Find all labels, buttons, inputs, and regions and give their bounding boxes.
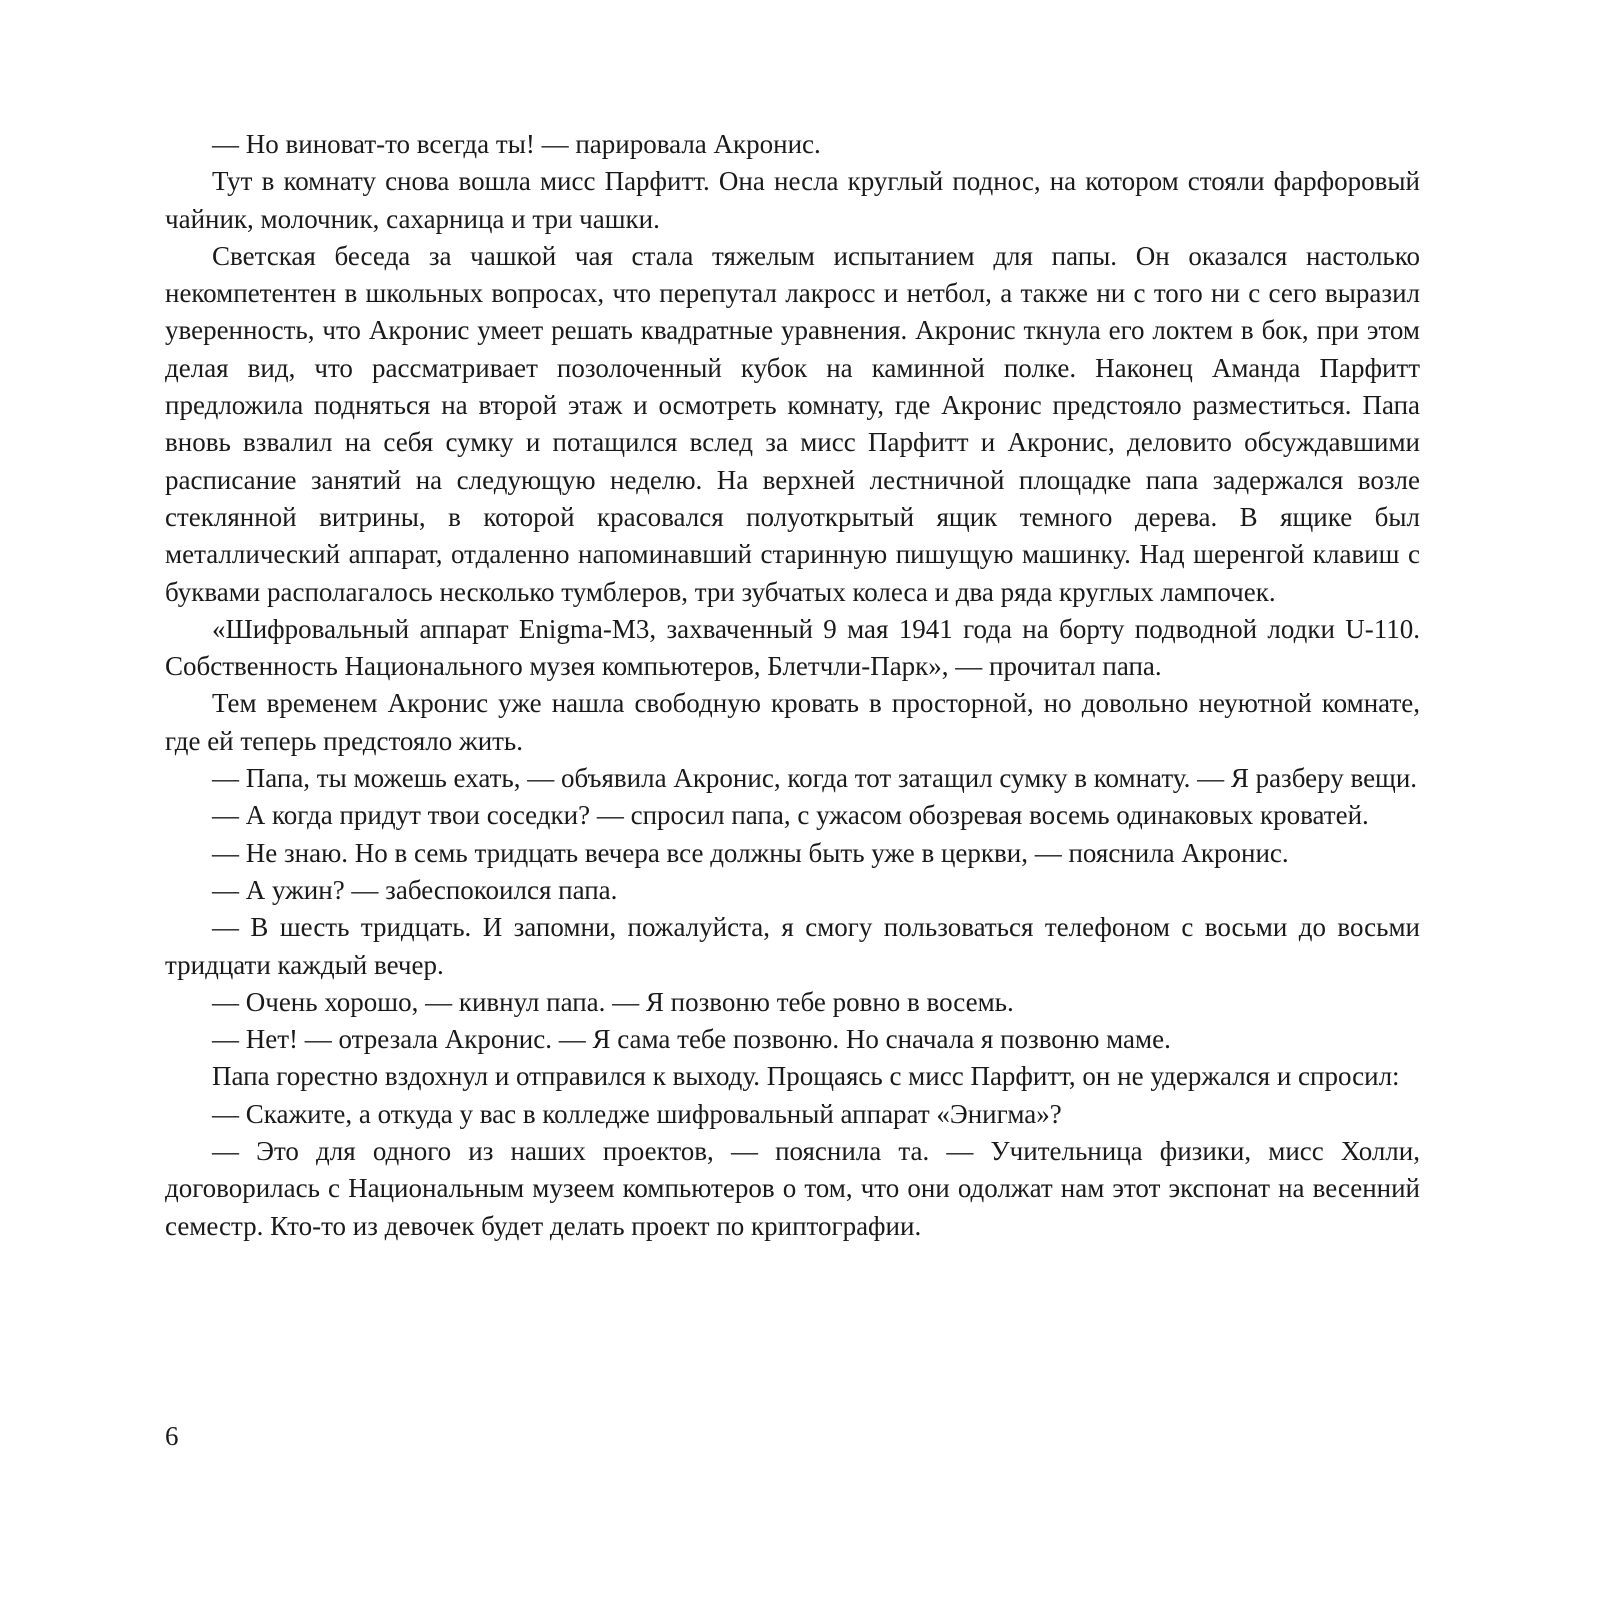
page-number: 6 — [165, 1421, 179, 1451]
paragraph: — Нет! — отрезала Акронис. — Я сама тебе позвоню. Но сначала я позвоню маме. — [212, 1024, 1171, 1055]
paragraph: Папа горестно вздохнул и отправился к выходу. Прощаясь с мисс Парфитт, он не удержался и спросил: — [212, 1061, 1400, 1092]
body-text — [165, 126, 1420, 1245]
paragraph: Тут в комнату снова вошла мисс Парфитт. Она несла круглый поднос, на котором стояли фарфоровый чайник, молочник, сахарница и три чашки. — [165, 166, 1420, 234]
paragraph: — Не знаю. Но в семь тридцать вечера все должны быть уже в церкви, — пояснила Акронис. — [212, 837, 1289, 868]
paragraph: — В шесть тридцать. И запомни, пожалуйста, я смогу пользоваться телефоном с восьми до восьми тридцати каждый вечер. — [165, 912, 1420, 980]
paragraph: — Очень хорошо, — кивнул папа. — Я позвоню тебе ровно в восемь. — [212, 986, 1014, 1017]
paragraph: — Но виноват-то всегда ты! — парировала Акронис. — [212, 129, 821, 159]
paragraph: — А ужин? — забеспокоился папа. — [212, 874, 618, 905]
paragraph: Тем временем Акронис уже нашла свободную кровать в просторной, но довольно неуютной комнате, где ей теперь предстояло жить. — [165, 688, 1420, 756]
paragraph: — Папа, ты можешь ехать, — объявила Акронис, когда тот затащил сумку в комнату. — Я разберу вещи. — [212, 763, 1418, 794]
paragraph: Светская беседа за чашкой чая стала тяжелым испытанием для папы. Он оказался настолько некомпетентен в школьных вопросах, что перепутал лакросс и нетбол, а также ни с того ни с сего выразил уверенность, что Акронис умеет решать квадратные уравнения. Акронис ткнула его локтем в бок, при этом делая вид, что рассматривает позолоченный кубок на каминной полке. Наконец Аманда Парфитт предложила подняться на второй этаж и осмотреть комнату, где Акронис предстояло разместиться. Папа вновь взвалил на себя сумку и потащился вслед за мисс Парфитт и Акронис, деловито обсуждавшими расписание занятий на следующую неделю. На верхней лестничной площадке папа задержался возле стеклянной витрины, в которой красовался полуоткрытый ящик темного дерева. В ящике был металлический аппарат, отдаленно напоминавший старинную пишущую машинку. Над шеренгой клавиш с буквами располагалось несколько тумблеров, три зубчатых колеса и два ряда круглых лампочек. — [165, 240, 1420, 607]
paragraph: «Шифровальный аппарат Enigma-M3, захваченный 9 мая 1941 года на борту подводной лодки U-110. Собственность Национального музея компьютеров, Блетчли-Парк», — прочитал папа. — [165, 613, 1420, 682]
paragraph: — А когда придут твои соседки? — спросил папа, с ужасом обозревая восемь одинаковых кроватей. — [212, 800, 1369, 831]
paragraph: — Это для одного из наших проектов, — пояснила та. — Учительница физики, мисс Холли, договорилась с Национальным музеем компьютеров о том, что они одолжат нам этот экспонат на весенний семестр. Кто-то из девочек будет делать проект по криптографии. — [165, 1136, 1420, 1241]
paragraph: — Скажите, а откуда у вас в колледже шифровальный аппарат «Энигма»? — [212, 1098, 1062, 1129]
